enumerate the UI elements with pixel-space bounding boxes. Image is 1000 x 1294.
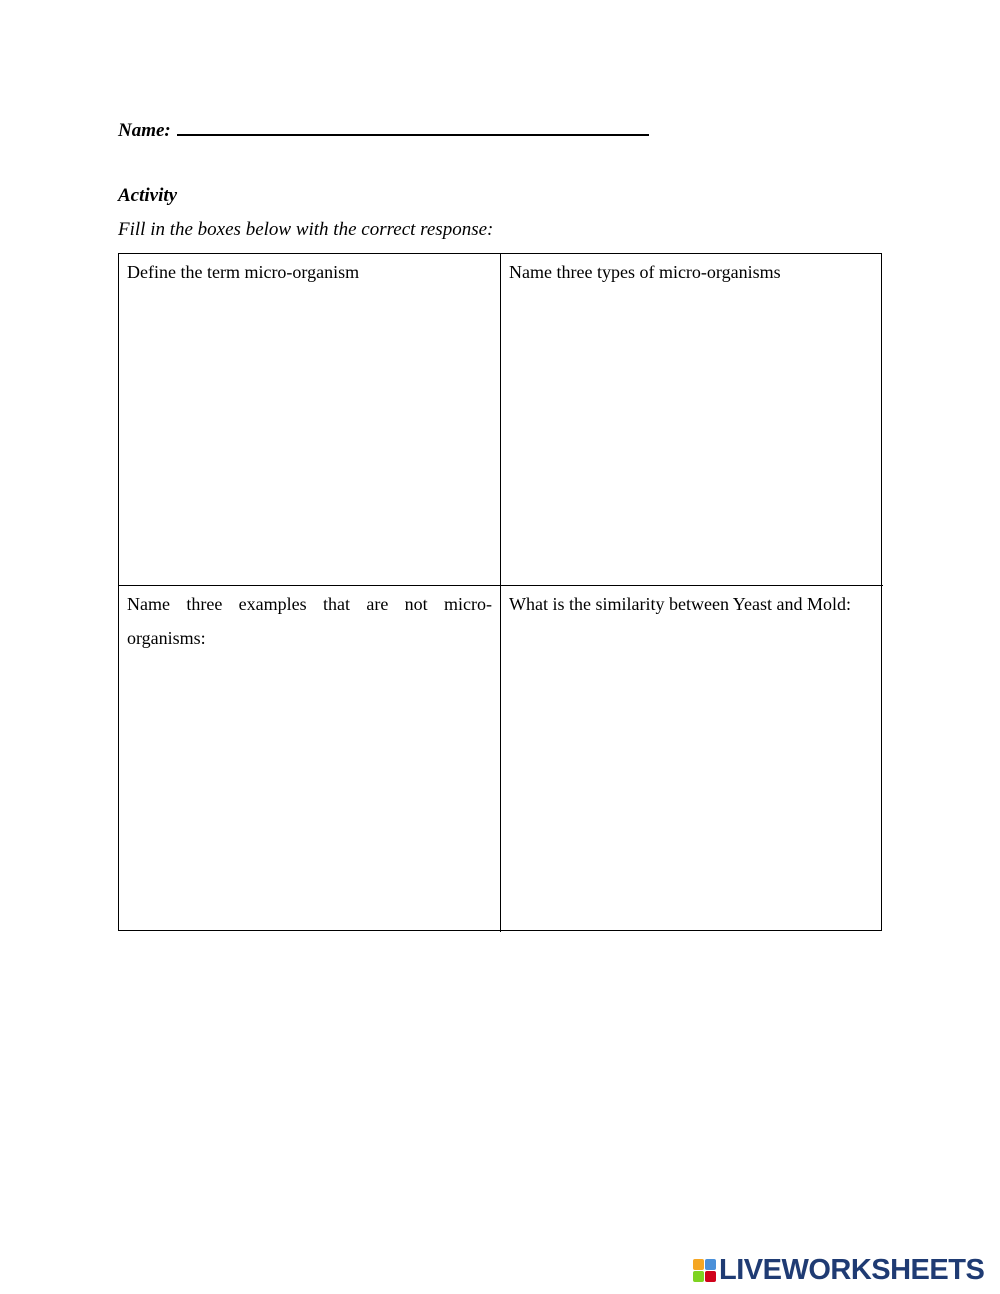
activity-title: Activity — [118, 185, 178, 206]
logo-text: LIVEWORKSHEETS — [719, 1254, 985, 1286]
response-box-prompt: Name three types of micro-organisms — [509, 262, 781, 282]
logo-square — [693, 1259, 704, 1270]
logo-square — [705, 1259, 716, 1270]
response-box-prompt: What is the similarity between Yeast and Mold: — [509, 594, 851, 614]
logo-square — [693, 1271, 704, 1282]
response-box-similarity[interactable] — [501, 586, 883, 932]
logo-square — [705, 1271, 716, 1282]
response-box-prompt: Define the term micro-organism — [127, 262, 360, 282]
liveworksheets-logo — [693, 1256, 984, 1284]
instructions-text: Fill in the boxes below with the correct response: — [118, 219, 494, 240]
response-box-define[interactable] — [119, 254, 501, 586]
response-box-non-examples[interactable] — [119, 586, 501, 932]
response-grid — [118, 253, 882, 931]
logo-squares-icon — [693, 1259, 716, 1282]
response-box-prompt: Name three examples that are not micro-organisms: — [127, 594, 492, 648]
name-label: Name: — [118, 120, 171, 141]
name-field — [118, 116, 649, 142]
response-box-types[interactable] — [501, 254, 883, 586]
name-blank-line[interactable] — [177, 116, 649, 136]
